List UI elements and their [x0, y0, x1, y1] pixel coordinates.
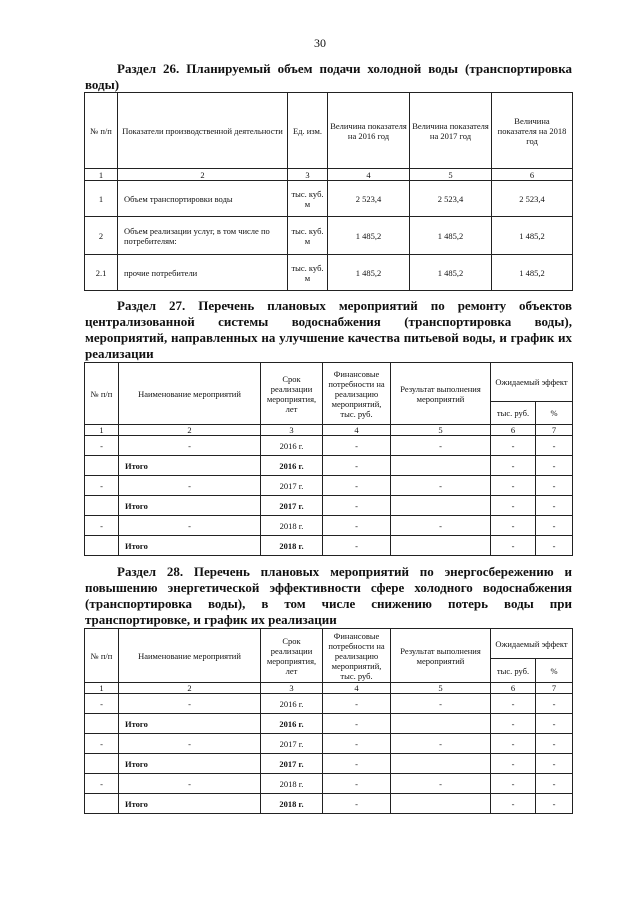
table-cell: - [119, 436, 261, 456]
table-header-row [85, 363, 573, 402]
section-27-heading: Раздел 27. Перечень плановых мероприятий по ремонту объектов централизованной системы водоснабжения (транспортировка воды), мероприятий, направленных на улучшение качества питьевой воды, и график их реализации [85, 298, 572, 361]
table-cell: 2017 г. [261, 734, 323, 754]
table-row [85, 516, 573, 536]
column-number-row [85, 683, 573, 694]
table-row [85, 496, 573, 516]
table-cell: 1 485,2 [328, 217, 410, 255]
table-row [85, 714, 573, 734]
table-cell [391, 536, 491, 556]
table-cell: - [491, 714, 536, 734]
table-header-row [85, 93, 573, 169]
table-cell: 2 [85, 217, 118, 255]
column-number: 1 [85, 683, 119, 694]
header-cell: Величина показателя на 2018 год [492, 93, 573, 169]
table-cell: - [491, 456, 536, 476]
header-cell: Величина показателя на 2016 год [328, 93, 410, 169]
column-number: 1 [85, 169, 118, 181]
header-cell: Наименование мероприятий [119, 363, 261, 425]
table-cell: - [391, 734, 491, 754]
table-cell: - [491, 516, 536, 536]
table-cell: 2016 г. [261, 456, 323, 476]
table-cell: Итого [119, 754, 261, 774]
header-cell: Срок реализации мероприятия, лет [261, 363, 323, 425]
column-number: 5 [410, 169, 492, 181]
header-cell: Ожидаемый эффект [491, 629, 573, 659]
table-cell: - [85, 734, 119, 754]
table-cell: - [491, 496, 536, 516]
table-cell: 1 485,2 [410, 217, 492, 255]
table-cell: 2017 г. [261, 754, 323, 774]
column-number: 4 [328, 169, 410, 181]
table-cell: - [391, 436, 491, 456]
table-cell: - [323, 734, 391, 754]
table-cell: 1 485,2 [328, 255, 410, 291]
table-row [85, 754, 573, 774]
table-cell: - [491, 794, 536, 814]
table-cell: - [536, 456, 573, 476]
table-row [85, 694, 573, 714]
table-cell: - [323, 774, 391, 794]
table-row [85, 255, 573, 291]
column-number: 4 [323, 425, 391, 436]
table-cell: - [391, 774, 491, 794]
header-cell: № п/п [85, 629, 119, 683]
table-cell: - [491, 694, 536, 714]
column-number-row [85, 425, 573, 436]
table-cell [85, 754, 119, 774]
table-cell: 2017 г. [261, 476, 323, 496]
table-cell [85, 536, 119, 556]
table-cell [85, 456, 119, 476]
table-cell: - [323, 436, 391, 456]
column-number: 6 [491, 683, 536, 694]
table-cell: 2018 г. [261, 516, 323, 536]
table-cell [391, 456, 491, 476]
table-cell: 2018 г. [261, 536, 323, 556]
section-26-table [84, 92, 573, 291]
table-cell: - [323, 754, 391, 774]
table-cell [391, 496, 491, 516]
column-number: 2 [119, 683, 261, 694]
header-cell: % [536, 402, 573, 425]
header-cell: Показатели производственной деятельности [118, 93, 288, 169]
table-cell: - [491, 436, 536, 456]
header-cell: тыс. руб. [491, 402, 536, 425]
header-cell: Ед. изм. [288, 93, 328, 169]
table-cell: - [536, 754, 573, 774]
table-cell: - [85, 476, 119, 496]
table-cell: 2018 г. [261, 794, 323, 814]
section-28-table [84, 628, 573, 814]
column-number: 3 [288, 169, 328, 181]
table-cell: - [536, 536, 573, 556]
table-row [85, 536, 573, 556]
table-cell: 2017 г. [261, 496, 323, 516]
table-cell [85, 496, 119, 516]
section-26-heading: Раздел 26. Планируемый объем подачи холодной воды (транспортировка воды) [85, 61, 572, 92]
table-cell: прочие потребители [118, 255, 288, 291]
table-cell: - [323, 794, 391, 814]
column-number: 6 [491, 425, 536, 436]
column-number: 3 [261, 683, 323, 694]
table-header-row [85, 629, 573, 659]
table-cell: - [119, 694, 261, 714]
table-cell: Объем реализации услуг, в том числе по потребителям: [118, 217, 288, 255]
table-cell: 2018 г. [261, 774, 323, 794]
column-number: 6 [492, 169, 573, 181]
table-cell: Итого [119, 714, 261, 734]
header-cell: Величина показателя на 2017 год [410, 93, 492, 169]
table-cell: - [536, 774, 573, 794]
table-cell: - [323, 536, 391, 556]
column-number: 7 [536, 683, 573, 694]
table-cell [85, 794, 119, 814]
table-cell: - [491, 536, 536, 556]
table-cell: Итого [119, 794, 261, 814]
table-row [85, 181, 573, 217]
column-number: 5 [391, 425, 491, 436]
table-cell: - [391, 476, 491, 496]
table-cell: тыс. куб. м [288, 255, 328, 291]
column-number: 5 [391, 683, 491, 694]
table-cell: 2016 г. [261, 694, 323, 714]
table-cell: - [323, 516, 391, 536]
header-cell: Результат выполнения мероприятий [391, 629, 491, 683]
table-cell: - [391, 516, 491, 536]
table-cell: 2016 г. [261, 436, 323, 456]
table-row [85, 774, 573, 794]
section-27-table [84, 362, 573, 556]
table-cell: тыс. куб. м [288, 181, 328, 217]
table-cell [85, 714, 119, 734]
table-cell: 2 523,4 [492, 181, 573, 217]
header-cell: % [536, 659, 573, 683]
table-cell: - [85, 774, 119, 794]
table-cell [391, 794, 491, 814]
table-cell: - [491, 774, 536, 794]
table-cell: 1 485,2 [410, 255, 492, 291]
table-cell: - [491, 734, 536, 754]
column-number: 7 [536, 425, 573, 436]
table-cell: - [536, 694, 573, 714]
table-cell: - [491, 476, 536, 496]
table-cell: 2016 г. [261, 714, 323, 734]
table-cell: - [536, 476, 573, 496]
header-cell: тыс. руб. [491, 659, 536, 683]
table-cell: - [85, 436, 119, 456]
table-cell: - [536, 516, 573, 536]
section-28-heading: Раздел 28. Перечень плановых мероприятий по энергосбережению и повышению энергетической эффективности сфере холодного водоснабжения (транспортировка воды), в том числе снижению потерь воды при транспортировке, и график их реализации [85, 564, 572, 627]
table-cell: - [119, 734, 261, 754]
table-cell [391, 714, 491, 734]
table-cell: - [323, 476, 391, 496]
header-cell: Финансовые потребности на реализацию мероприятий, тыс. руб. [323, 363, 391, 425]
column-number: 4 [323, 683, 391, 694]
column-number: 1 [85, 425, 119, 436]
table-cell: - [119, 774, 261, 794]
table-cell: 2 523,4 [328, 181, 410, 217]
header-cell: № п/п [85, 93, 118, 169]
page-number: 30 [314, 36, 326, 50]
table-cell: - [119, 516, 261, 536]
table-cell: Итого [119, 496, 261, 516]
table-cell: Объем транспортировки воды [118, 181, 288, 217]
table-cell: - [391, 694, 491, 714]
table-cell: - [119, 476, 261, 496]
table-cell: - [323, 496, 391, 516]
table-cell: 1 485,2 [492, 217, 573, 255]
table-row [85, 217, 573, 255]
table-cell: - [491, 754, 536, 774]
header-cell: № п/п [85, 363, 119, 425]
table-cell: тыс. куб. м [288, 217, 328, 255]
header-cell: Срок реализации мероприятия, лет [261, 629, 323, 683]
table-cell [391, 754, 491, 774]
table-cell: Итого [119, 536, 261, 556]
column-number: 2 [119, 425, 261, 436]
table-cell: - [323, 714, 391, 734]
table-row [85, 436, 573, 456]
table-cell: 2 523,4 [410, 181, 492, 217]
table-cell: 2.1 [85, 255, 118, 291]
column-number: 2 [118, 169, 288, 181]
table-cell: - [536, 436, 573, 456]
table-row [85, 794, 573, 814]
table-cell: - [536, 714, 573, 734]
table-cell: - [536, 794, 573, 814]
table-cell: 1 [85, 181, 118, 217]
table-cell: - [85, 694, 119, 714]
header-cell: Результат выполнения мероприятий [391, 363, 491, 425]
column-number: 3 [261, 425, 323, 436]
column-number-row [85, 169, 573, 181]
table-row [85, 734, 573, 754]
header-cell: Ожидаемый эффект [491, 363, 573, 402]
table-row [85, 476, 573, 496]
header-cell: Финансовые потребности на реализацию мероприятий, тыс. руб. [323, 629, 391, 683]
table-cell: - [536, 496, 573, 516]
table-cell: - [85, 516, 119, 536]
table-cell: - [323, 456, 391, 476]
table-cell: 1 485,2 [492, 255, 573, 291]
table-row [85, 456, 573, 476]
table-cell: - [323, 694, 391, 714]
header-cell: Наименование мероприятий [119, 629, 261, 683]
table-cell: Итого [119, 456, 261, 476]
table-cell: - [536, 734, 573, 754]
